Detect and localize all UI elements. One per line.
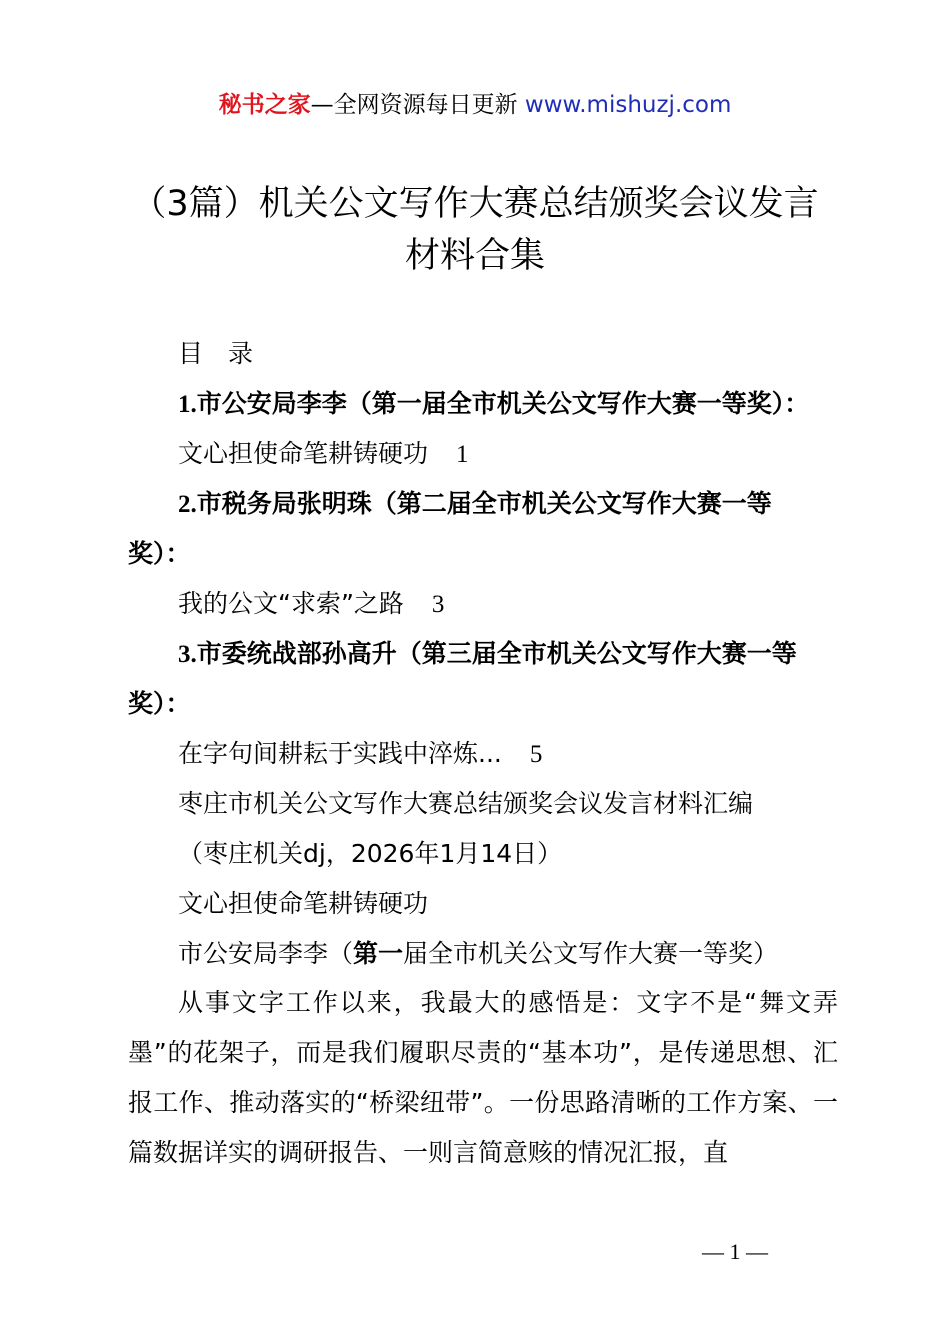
- brand-name: 秘书之家: [218, 92, 311, 118]
- header-tagline: —全网资源每日更新: [310, 92, 525, 118]
- toc-entry-2-heading-cont: 奖）：: [128, 539, 191, 568]
- compilation-title: 枣庄市机关公文写作大赛总结颁奖会议发言材料汇编: [178, 789, 754, 818]
- title-line-2: 材料合集: [404, 236, 545, 276]
- toc-entry-3-heading-cont: 奖）：: [128, 689, 191, 718]
- toc-entry-2-subtitle[interactable]: [178, 587, 444, 622]
- toc-entry-1-subtitle[interactable]: [178, 437, 469, 472]
- speaker-bold: 第一: [353, 939, 404, 968]
- toc-entry-3-heading[interactable]: [178, 637, 797, 672]
- speech-paragraph: 从事文字工作以来，我最大的感悟是：文字不是“舞文弄墨”的花架子，而是我们履职尽责的“基本功”，是传递思想、汇报工作、推动落实的“桥梁纽带”。一份思路清晰的工作方案、一篇数据详实的调研报告、一则言简意赅的情况汇报，直: [128, 988, 838, 1167]
- toc-entry-subtitle-text: 我的公文“求索”之路: [178, 589, 404, 618]
- speaker-prefix: 市公安局李李（: [178, 939, 354, 968]
- speech-title: 文心担使命笔耕铸硬功: [178, 889, 429, 918]
- toc-entry-1-heading[interactable]: [178, 387, 809, 422]
- title-line-1: （3篇）机关公文写作大赛总结颁奖会议发言: [131, 184, 819, 224]
- site-url[interactable]: www.mishuzj.com: [524, 92, 732, 118]
- toc-entry-3-subtitle[interactable]: [178, 737, 542, 772]
- toc-entry-subtitle-text: 文心担使命笔耕铸硬功: [178, 439, 429, 468]
- toc-heading: 目 录: [178, 339, 254, 368]
- page-number: — 1 —: [702, 1239, 768, 1264]
- toc-entry-2-heading[interactable]: [178, 487, 772, 522]
- toc-entry-number: 3.: [178, 641, 197, 668]
- toc-entry-number: 2.: [178, 491, 197, 518]
- compilation-source: （枣庄机关dj，2026年1月14日）: [178, 839, 563, 868]
- speaker-line: [178, 937, 778, 971]
- toc-entry-subtitle-text: 在字句间耕耘于实践中淬炼...: [178, 739, 502, 768]
- toc-entry-heading-text: 市税务局张明珠（第二届全市机关公文写作大赛一等: [196, 489, 772, 518]
- toc-entry-heading-text: 市委统战部孙高升（第三届全市机关公文写作大赛一等: [196, 639, 797, 668]
- toc-entry-page-number: 1: [456, 441, 469, 468]
- toc-entry-page-number: 3: [431, 591, 445, 618]
- speaker-suffix: 届全市机关公文写作大赛一等奖）: [403, 939, 779, 968]
- document-title: [0, 178, 950, 282]
- toc-entry-number: 1.: [178, 391, 197, 418]
- toc-entry-heading-text: 市公安局李李（第一届全市机关公文写作大赛一等奖）：: [196, 389, 810, 418]
- site-header: [0, 88, 950, 122]
- toc-entry-page-number: 5: [529, 741, 543, 768]
